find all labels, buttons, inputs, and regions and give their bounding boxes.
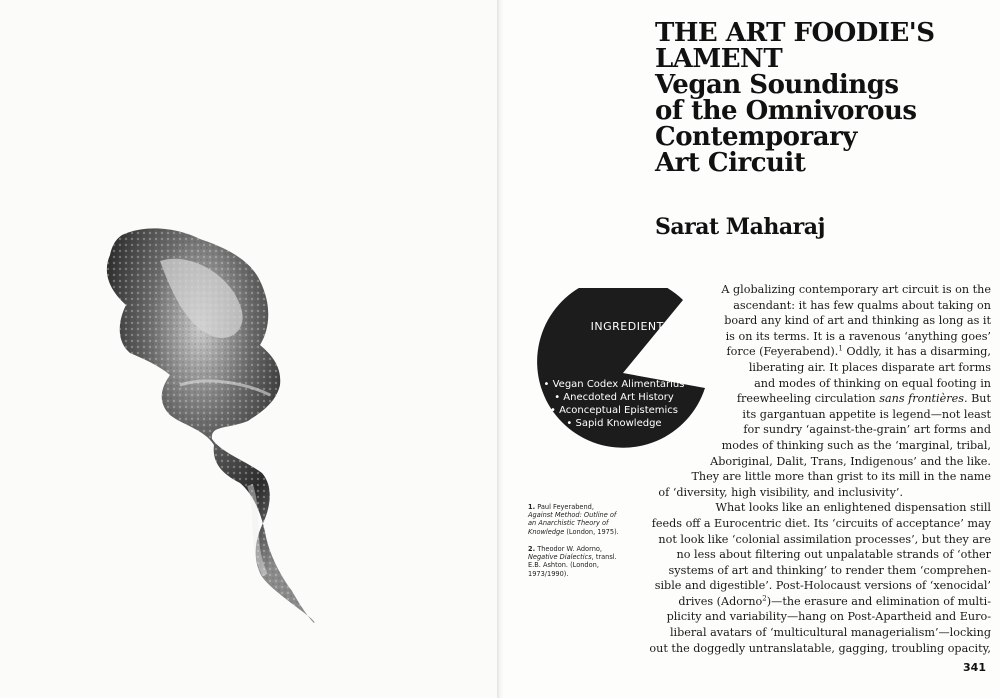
body-line: out the doggedly untranslatable, gagging, troubling opacity, <box>649 641 991 655</box>
ingredient-item: • Vegan Codex Alimentarius <box>543 379 685 390</box>
left-page <box>0 0 498 698</box>
body-line: freewheeling circulation sans frontières. But <box>736 392 991 406</box>
body-line: is on its terms. It is a ravenous ‘anything goes’ <box>725 329 991 343</box>
ingredient-item: • Aconceptual Epistemics <box>550 405 678 416</box>
body-line: A globalizing contemporary art circuit is on the <box>721 283 991 296</box>
footnote-1: 1. Paul Feyerabend, Against Method: Outline of an Anarchistic Theory of Knowledge (London, 1975). <box>528 503 619 536</box>
title-line: Contemporary <box>655 122 857 152</box>
body-line: systems of art and thinking’ to render them ‘comprehen- <box>668 563 991 577</box>
ingredients-heading: INGREDIENTS <box>590 320 672 333</box>
body-line: drives (Adorno$^2$)—the erasure and elimination of multi- <box>678 594 991 608</box>
body-line: plicity and variability—hang on Post-Apartheid and Euro- <box>666 610 991 624</box>
footnote-mark: 1 <box>838 344 843 353</box>
ingredient-item: • Sapid Knowledge <box>566 418 662 429</box>
body-line: feeds off a Eurocentric diet. Its ‘circuits of acceptance’ may <box>651 516 991 530</box>
ingredient-item: • Anecdoted Art History <box>554 392 674 403</box>
collage-illustration <box>100 225 320 625</box>
body-line: modes of thinking such as the ‘marginal, tribal, <box>721 438 991 452</box>
author-name: Sarat Maharaj <box>655 214 825 240</box>
body-line: liberal avatars of ‘multicultural managerialism’—locking <box>669 626 991 640</box>
title-line: Vegan Soundings <box>655 70 899 100</box>
footnote-mark: 2 <box>762 594 767 603</box>
body-line: of ‘diversity, high visibility, and inclusivity’. <box>658 485 903 499</box>
body-line: not look like ‘colonial assimilation processes’, but they are <box>658 532 991 546</box>
right-page <box>503 0 1000 698</box>
body-line: liberating air. It places disparate art forms <box>748 360 991 374</box>
title-line: LAMENT <box>655 44 783 74</box>
body-line: They are little more than grist to its mill in the name <box>691 470 991 484</box>
body-line: no less about filtering out unpalatable strands of ‘other <box>676 548 991 562</box>
body-line: Aboriginal, Dalit, Trans, Indigenous’ and the like. <box>710 454 991 468</box>
article-title <box>655 20 995 176</box>
body-line: sible and digestible’. Post-Holocaust versions of ‘xenocidal’ <box>654 579 991 593</box>
title-line: Art Circuit <box>655 148 806 178</box>
body-line: board any kind of art and thinking as long as it <box>724 314 991 328</box>
footnote-2: 2. Theodor W. Adorno, Negative Dialectics, transl. E.B. Ashton. (London, 1973/1990). <box>528 545 617 578</box>
article-body <box>619 282 991 656</box>
body-line: its gargantuan appetite is legend—not least <box>742 407 991 421</box>
body-line: ascendant: it has few qualms about taking on <box>733 298 991 312</box>
page-number: 341 <box>963 661 986 674</box>
body-line: and modes of thinking on equal footing in <box>754 376 991 390</box>
body-line: for sundry ‘against-the-grain’ art forms and <box>743 423 991 437</box>
title-line: of the Omnivorous <box>655 96 917 126</box>
body-line: force (Feyerabend).$^1$ Oddly, it has a disarming, <box>726 344 991 359</box>
title-line: THE ART FOODIE'S <box>655 18 935 48</box>
body-line: What looks like an enlightened dispensation still <box>715 501 991 515</box>
